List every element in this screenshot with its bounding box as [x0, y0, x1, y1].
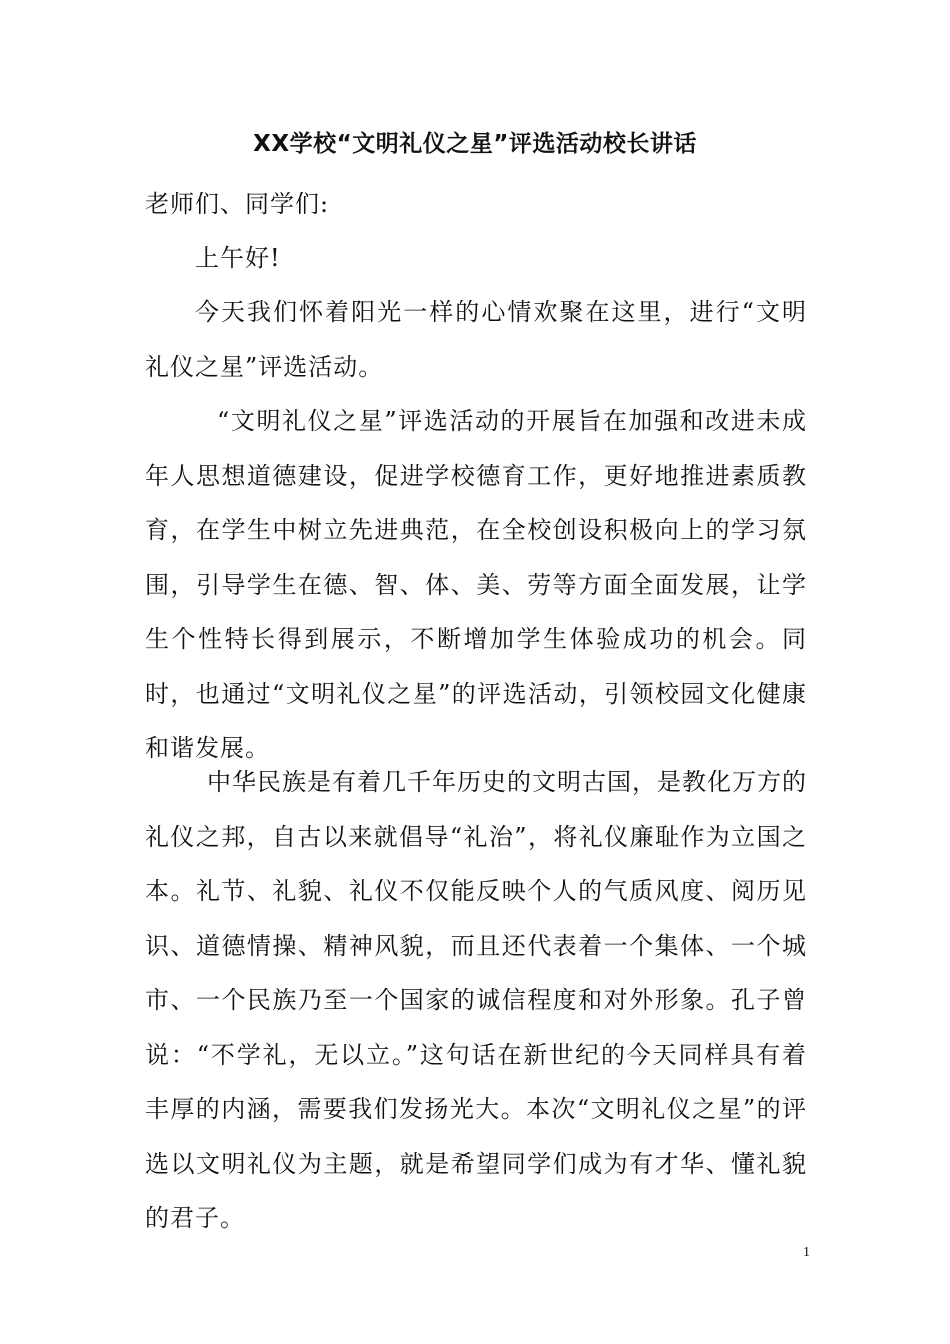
- page-number: 1: [803, 1245, 810, 1260]
- paragraph-activity-purpose: “文明礼仪之星”评选活动的开展旨在加强和改进未成年人思想道德建设，促进学校德育工作，更好地推进素质教育，在学生中树立先进典范，在全校创设积极向上的学习氛围，引导学生在德、智、体、美、劳等方面全面发展，让学生个性特长得到展示，不断增加学生体验成功的机会。同时，也通过“文明礼仪之星”的评选活动，引领校园文化健康和谐发展。: [145, 407, 807, 762]
- paragraph-etiquette-tradition: 中华民族是有着几千年历史的文明古国，是教化万方的礼仪之邦，自古以来就倡导“礼治”，将礼仪廉耻作为立国之本。礼节、礼貌、礼仪不仅能反映个人的气质风度、阅历见识、道德情操、精神风貌，而且还代表着一个集体、一个城市、一个民族乃至一个国家的诚信程度和对外形象。孔子曾说：“不学礼，无以立。”这句话在新世纪的今天同样具有着丰厚的内涵，需要我们发扬光大。本次“文明礼仪之星”的评选以文明礼仪为主题，就是希望同学们成为有才华、懂礼貌的君子。: [145, 768, 807, 1232]
- document-title: XX学校“文明礼仪之星”评选活动校长讲话: [253, 131, 697, 157]
- paragraph-opening: 今天我们怀着阳光一样的心情欢聚在这里，进行“文明礼仪之星”评选活动。: [145, 298, 807, 381]
- salutation: 老师们、同学们:: [145, 190, 330, 218]
- greeting: 上午好!: [195, 244, 281, 272]
